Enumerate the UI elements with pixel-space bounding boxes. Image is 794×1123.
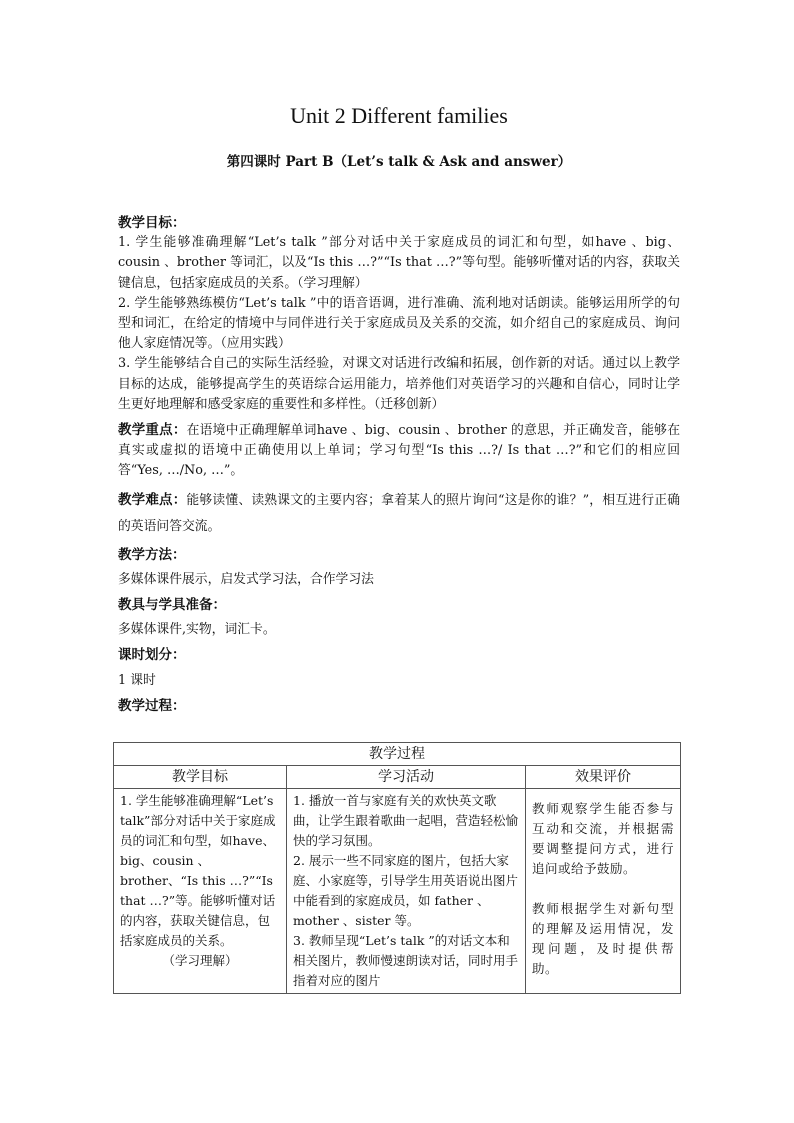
- lesson-subtitle: 第四课时 Part B（Let’s talk & Ask and answer）: [226, 154, 572, 170]
- materials-text: 多媒体课件,实物，词汇卡。: [118, 622, 276, 638]
- objective-item-3: 3. 学生能够结合自己的实际生活经验，对课文对话进行改编和拓展，创作新的对话。通过以上教学目标的达成，能够提高学生的英语综合运用能力，培养他们对英语学习的兴趣和自信心，同时让学生更好地理解和感受家庭的重要性和多样性。（迁移创新）: [118, 356, 680, 412]
- objective-item-2: 2. 学生能够熟练模仿“Let’s talk ”中的语音语调，进行准确、流利地对话朗读。能够运用所学的句型和词汇，在给定的情境中与同伴进行关于家庭成员及关系的交流，如介绍自己的家庭成员、询问他人家庭情况等。（应用实践）: [118, 295, 680, 352]
- duration-text: 1 课时: [118, 672, 156, 688]
- evaluation-item-2: 教师根据学生对新句型的理解及运用情况，发现问题，及时提供帮助。: [532, 901, 674, 976]
- evaluation-cell: [526, 789, 681, 994]
- key-points-text: 在语境中正确理解单词have 、big、cousin 、brother 的意思，并正确发音，能够在真实或虚拟的语境中正确使用以上单词；学习句型“Is this …?/ Is that …?”和它们的相应回答“Yes, …/No, …”。: [118, 423, 680, 479]
- table-title-row: [114, 743, 681, 766]
- table-row: [114, 789, 681, 994]
- objectives-heading: 教学目标：: [118, 215, 186, 231]
- document-title: Unit 2 Different families: [290, 103, 508, 128]
- goal-cell: [114, 789, 287, 994]
- objective-item-1: 1. 学生能够准确理解“Let’s talk ”部分对话中关于家庭成员的词汇和句型，如have 、big、cousin 、brother 等词汇，以及“Is this …?”“Is that …?”等句型。能够听懂对话的内容，获取关键信息，包括家庭成员的关系。（学习理解）: [118, 235, 680, 291]
- difficulties: [118, 487, 680, 540]
- column-header-evaluation: 效果评价: [526, 766, 681, 789]
- column-header-activity: 学习活动: [287, 766, 526, 789]
- goal-text: 1. 学生能够准确理解“Let’s talk”部分对话中关于家庭成员的词汇和句型，如have、big、cousin 、brother、“Is this …?”“Is that …?”等。能够听懂对话的内容，获取关键信息，包括家庭成员的关系。: [120, 793, 276, 948]
- methods-text: 多媒体课件展示，启发式学习法，合作学习法: [118, 571, 374, 587]
- key-points: [118, 420, 680, 482]
- activity-item-1: 1. 播放一首与家庭有关的欢快英文歌曲，让学生跟着歌曲一起唱，营造轻松愉快的学习氛围。: [293, 793, 519, 848]
- column-header-goal: 教学目标: [114, 766, 287, 789]
- duration-heading: 课时划分：: [118, 647, 186, 664]
- difficulties-heading: 教学难点：: [118, 491, 187, 508]
- methods-heading: 教学方法：: [118, 546, 186, 563]
- table-header-row: [114, 766, 681, 789]
- activity-cell: [287, 789, 526, 994]
- materials-heading: 教具与学具准备：: [118, 597, 226, 614]
- activity-item-3: 3. 教师呈现“Let’s talk ”的对话文本和相关图片，教师慢速朗读对话，同时用手指着对应的图片: [293, 933, 519, 988]
- difficulties-text: 能够读懂、读熟课文的主要内容；拿着某人的照片询问“这是你的谁？”，相互进行正确的英语问答交流。: [118, 492, 680, 534]
- lesson-body: [118, 213, 680, 716]
- goal-tag: （学习理解）: [162, 953, 238, 968]
- key-points-heading: 教学重点：: [118, 422, 187, 439]
- table-title: 教学过程: [114, 743, 681, 766]
- process-heading: 教学过程：: [118, 697, 186, 714]
- activity-item-2: 2. 展示一些不同家庭的图片，包括大家庭、小家庭等，引导学生用英语说出图片中能看到的家庭成员，如 father 、mother 、sister 等。: [293, 853, 519, 928]
- evaluation-item-1: 教师观察学生能否参与互动和交流，并根据需要调整提问方式，进行追问或给予鼓励。: [532, 801, 674, 876]
- process-table: [113, 742, 681, 994]
